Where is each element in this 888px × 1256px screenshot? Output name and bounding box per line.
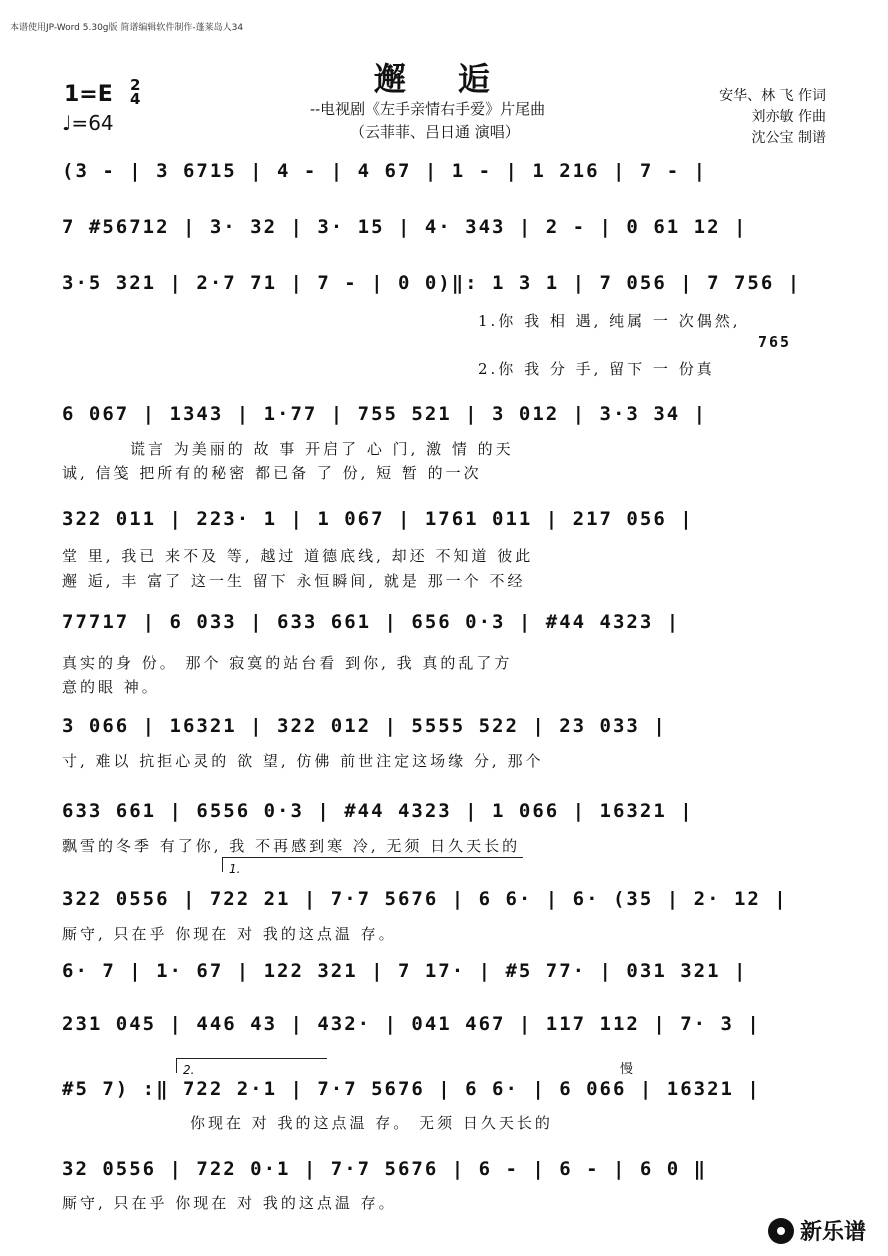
second-ending-bracket (176, 1058, 327, 1077)
score-system-2: 7 #56712 | 3· 32 | 3· 15 | 4· 343 | 2 - | 0 61 12 | (62, 216, 748, 238)
score-system-11: 231 045 | 446 43 | 432· | 041 467 | 117 112 | 7· 3 | (62, 1013, 761, 1035)
lyrics-system-5-verse-1: 堂 里, 我已 来不及 等, 越过 道德底线, 却还 不知道 彼此 (62, 547, 534, 565)
lyrics-system-3-verse-1: 1.你 我 相 遇, 纯属 一 次偶然, (478, 312, 741, 330)
lyrics-system-3-verse-2: 2.你 我 分 手, 留下 一 份真 (478, 360, 715, 378)
score-system-1: (3 - | 3 6715 | 4 - | 4 67 | 1 - | 1 216 | 7 - | (62, 160, 708, 182)
lyricist: 安华、林 飞 作词 (719, 88, 826, 104)
record-disc-icon (768, 1218, 794, 1244)
score-system-10: 6· 7 | 1· 67 | 122 321 | 7 17· | #5 77· | 031 321 | (62, 960, 748, 982)
lyrics-system-7-verse-1: 寸, 难以 抗拒心灵的 欲 望, 仿佛 前世注定这场缘 分, 那个 (62, 752, 544, 770)
lyrics-system-6-verse-2: 意的眼 神。 (62, 678, 160, 696)
singers: （云菲菲、吕日通 演唱） (350, 123, 520, 141)
lyrics-system-9-verse-1: 厮守, 只在乎 你现在 对 我的这点温 存。 (62, 925, 397, 943)
first-ending-bracket (222, 857, 523, 876)
second-ending-number: 2. (183, 1063, 195, 1077)
score-system-13: 32 0556 | 722 0·1 | 7·7 5676 | 6 - | 6 - | 6 0 ‖ (62, 1158, 708, 1180)
key-signature: 1=E (64, 82, 113, 107)
time-signature-top: 2 (130, 76, 141, 94)
authors-block (719, 86, 826, 149)
score-system-12: #5 7) :‖ 722 2·1 | 7·7 5676 | 6 6· | 6 066 | 16321 | (62, 1078, 761, 1100)
score-system-6: 77717 | 6 033 | 633 661 | 656 0·3 | #44 4323 | (62, 611, 681, 633)
lyrics-system-6-verse-1: 真实的身 份。 那个 寂寞的站台看 到你, 我 真的乱了方 (62, 654, 513, 672)
composer: 刘亦敏 作曲 (751, 109, 826, 125)
score-system-3: 3·5 321 | 2·7 71 | 7 - | 0 0)‖: 1 3 1 | 7 056 | 7 756 | (62, 272, 802, 294)
arranger: 沈公宝 制谱 (751, 130, 826, 146)
lyrics-system-4-verse-2: 诚, 信笺 把所有的秘密 都已备 了 份, 短 暂 的一次 (62, 464, 482, 482)
lyrics-system-8-verse-1: 飘雪的冬季 有了你, 我 不再感到寒 冷, 无须 日久天长的 (62, 837, 521, 855)
score-system-9: 322 0556 | 722 21 | 7·7 5676 | 6 6· | 6· (35 | 2· 12 | (62, 888, 788, 910)
score-system-5: 322 011 | 223· 1 | 1 067 | 1761 011 | 217 056 | (62, 508, 694, 530)
tempo-marking: ♩=64 (62, 111, 114, 135)
lyrics-system-12-verse-1: 你现在 对 我的这点温 存。 无须 日久天长的 (190, 1114, 553, 1132)
first-ending-number: 1. (229, 862, 241, 876)
credit-line: 本谱使用JP-Word 5.30g版 简谱编辑软件制作-蓬莱岛人34 (10, 23, 244, 33)
lyrics-system-4-verse-1: 谎言 为美丽的 故 事 开启了 心 门, 激 情 的天 (130, 440, 514, 458)
song-title: 邂逅 (374, 60, 543, 98)
lyrics-system-5-verse-2: 邂 逅, 丰 富了 这一生 留下 永恒瞬间, 就是 那一个 不经 (62, 572, 526, 590)
logo-text: 新乐谱 (799, 1220, 866, 1245)
song-subtitle: --电视剧《左手亲情右手爱》片尾曲 (310, 100, 546, 118)
score-system-8: 633 661 | 6556 0·3 | #44 4323 | 1 066 | 16321 | (62, 800, 694, 822)
score-system-4: 6 067 | 1343 | 1·77 | 755 521 | 3 012 | 3·3 34 | (62, 403, 708, 425)
time-signature (130, 78, 140, 106)
site-logo[interactable] (768, 1215, 866, 1246)
time-signature-bottom: 4 (130, 90, 141, 108)
ornament-notes: 765 (758, 333, 792, 351)
tempo-mark-slow: 慢 (620, 1062, 634, 1077)
lyrics-system-13-verse-1: 厮守, 只在乎 你现在 对 我的这点温 存。 (62, 1194, 397, 1212)
score-system-7: 3 066 | 16321 | 322 012 | 5555 522 | 23 033 | (62, 715, 667, 737)
